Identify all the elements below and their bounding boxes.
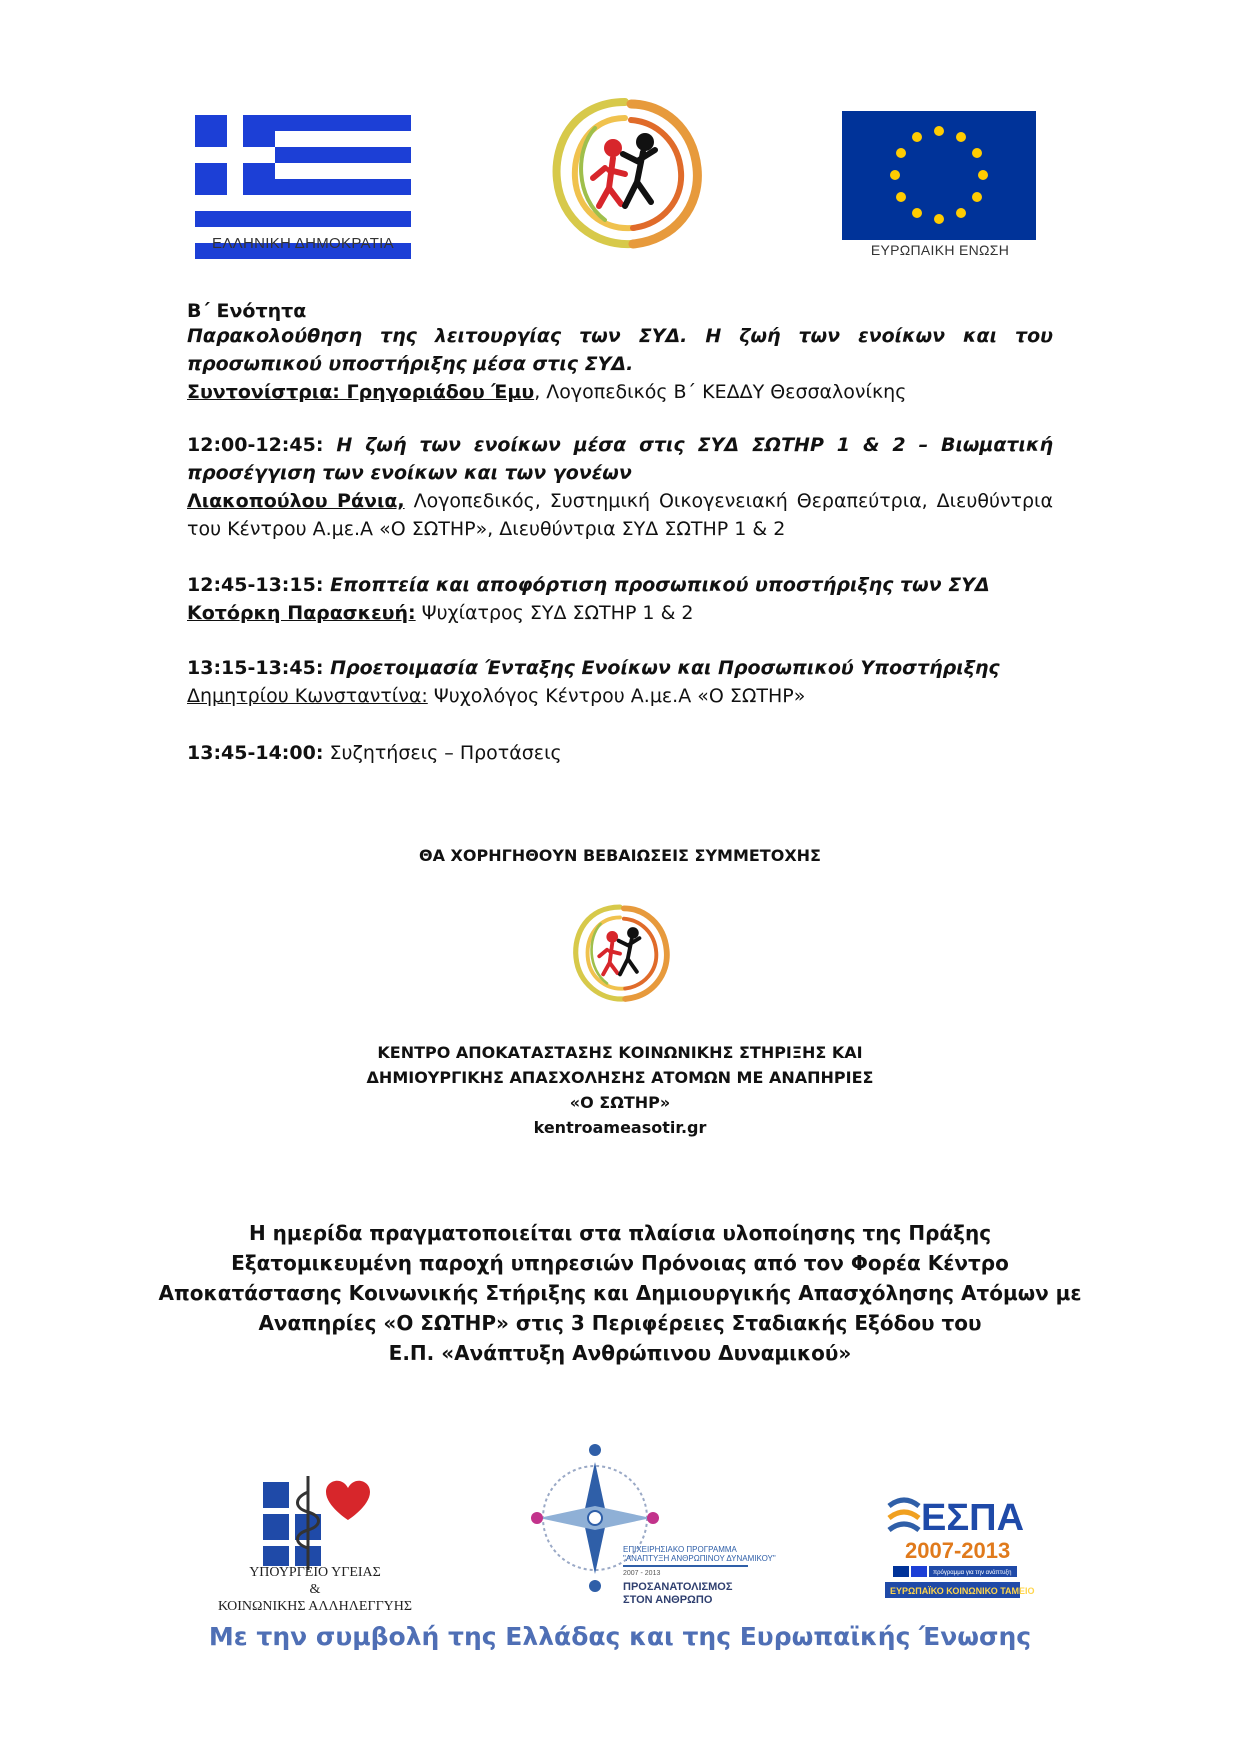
- session-speaker: Κοτόρκη Παρασκευή:: [187, 602, 416, 624]
- epanad-program-logo: [525, 1440, 775, 1625]
- certificates-notice: ΘΑ ΧΟΡΗΓΗΘΟΥΝ ΒΕΒΑΙΩΣΕΙΣ ΣΥΜΜΕΤΟΧΗΣ: [419, 846, 821, 865]
- contribution-statement: Με την συμβολή της Ελλάδας και της Ευρωπαϊκής Ένωσης: [208, 1622, 1032, 1651]
- session-item: [187, 431, 1053, 543]
- organization-block: [0, 1040, 1240, 1140]
- session-item: [187, 654, 1053, 710]
- session-time: 12:00-12:45:: [187, 434, 324, 456]
- epanad-line2: "ΑΝΑΠΤΥΞΗ ΑΝΘΡΩΠΙΝΟΥ ΔΥΝΑΜΙΚΟΥ": [623, 1554, 776, 1563]
- section-title: Β΄ Ενότητα: [187, 300, 307, 322]
- session-title: Εποπτεία και αποφόρτιση προσωπικού υποστήριξης των ΣΥΔ: [323, 574, 990, 596]
- ministry-caption-line2: &: [309, 1582, 321, 1597]
- eu-flag-logo: [842, 111, 1036, 240]
- epanad-line1: ΕΠΙΧΕΙΡΗΣΙΑΚΟ ΠΡΟΓΡΑΜΜΑ: [623, 1545, 737, 1554]
- session-speaker: Δημητρίου Κωνσταντίνα:: [187, 685, 428, 707]
- funding-line5: Ε.Π. «Ανάπτυξη Ανθρώπινου Δυναμικού»: [388, 1341, 852, 1365]
- center-logo-small: [560, 898, 680, 1008]
- espa-fund: ΕΥΡΩΠΑΪΚΟ ΚΟΙΝΩΝΙΚΟ ΤΑΜΕΙΟ: [890, 1586, 1035, 1596]
- coordinator-role: , Λογοπεδικός Β΄ ΚΕΔΔΥ Θεσσαλονίκης: [534, 381, 907, 403]
- section-subtitle: Παρακολούθηση της λειτουργίας των ΣΥΔ. Η ζωή των ενοίκων και του προσωπικού υποστήριξης μέσα στις ΣΥΔ.: [187, 325, 1053, 375]
- espa-logo: [885, 1492, 1035, 1602]
- funding-statement: [0, 1218, 1240, 1368]
- session-speaker-role: Λογοπεδικός, Συστημική Οικογενειακή Θεραπεύτρια, Διευθύντρια του Κέντρου Α.με.Α «Ο ΣΩΤΗΡ», Διευθύντρια ΣΥΔ ΣΩΤΗΡ 1 & 2: [187, 490, 1054, 540]
- funding-line3: Αποκατάστασης Κοινωνικής Στήριξης και Δημιουργικής Απασχόλησης Ατόμων με: [158, 1281, 1082, 1305]
- session-time: 13:45-14:00:: [187, 742, 324, 764]
- ministry-caption: [190, 1564, 440, 1615]
- session-title: Προετοιμασία Ένταξης Ενοίκων και Προσωπικού Υποστήριξης: [323, 657, 1000, 679]
- session-time: 13:15-13:45:: [187, 657, 324, 679]
- funding-line4: Αναπηρίες «Ο ΣΩΤΗΡ» στις 3 Περιφέρειες Σταδιακής Εξόδου του: [258, 1311, 982, 1335]
- coordinator-name: Συντονίστρια: Γρηγοριάδου Έμυ: [187, 381, 535, 403]
- epanad-line4: ΣΤΟΝ ΑΝΘΡΩΠΟ: [623, 1594, 713, 1606]
- ministry-caption-line3: ΚΟΙΝΩΝΙΚΗΣ ΑΛΛΗΛΕΓΓΥΗΣ: [217, 1599, 413, 1614]
- organization-name-line3: «Ο ΣΩΤΗΡ»: [569, 1093, 671, 1112]
- session-item: [187, 739, 1053, 767]
- coordinator-line: [187, 378, 1053, 406]
- session-speaker-role: Ψυχολόγος Κέντρου Α.με.Α «Ο ΣΩΤΗΡ»: [427, 685, 806, 707]
- organization-name-line2: ΔΗΜΙΟΥΡΓΙΚΗΣ ΑΠΑΣΧΟΛΗΣΗΣ ΑΤΟΜΩΝ ΜΕ ΑΝΑΠΗΡΙΕΣ: [366, 1068, 874, 1087]
- espa-years: 2007-2013: [905, 1538, 1011, 1563]
- espa-title: ΕΣΠΑ: [921, 1497, 1025, 1539]
- session-item: [187, 571, 1053, 627]
- session-time: 12:45-13:15:: [187, 574, 324, 596]
- session-title: Συζητήσεις – Προτάσεις: [323, 742, 562, 764]
- organization-website[interactable]: kentroameasotir.gr: [533, 1118, 707, 1137]
- epanad-years: 2007 - 2013: [623, 1570, 661, 1577]
- organization-name-line1: ΚΕΝΤΡΟ ΑΠΟΚΑΤΑΣΤΑΣΗΣ ΚΟΙΝΩΝΙΚΗΣ ΣΤΗΡΙΞΗΣ ΚΑΙ: [377, 1043, 863, 1062]
- session-speaker: Λιακοπούλου Ράνια,: [187, 490, 405, 512]
- epanad-line3: ΠΡΟΣΑΝΑΤΟΛΙΣΜΟΣ: [623, 1581, 733, 1593]
- funding-line2: Εξατομικευμένη παροχή υπηρεσιών Πρόνοιας από τον Φορέα Κέντρο: [231, 1251, 1009, 1275]
- greek-republic-caption: ΕΛΛΗΝΙΚΗ ΔΗΜΟΚΡΑΤΙΑ: [212, 235, 394, 252]
- funding-line1: Η ημερίδα πραγματοποιείται στα πλαίσια υλοποίησης της Πράξης: [248, 1221, 992, 1245]
- session-speaker-role: Ψυχίατρος ΣΥΔ ΣΩΤΗΡ 1 & 2: [415, 602, 694, 624]
- eu-caption: ΕΥΡΩΠΑΙΚΗ ΕΝΩΣΗ: [870, 242, 1010, 258]
- center-logo: [535, 88, 715, 258]
- ministry-caption-line1: ΥΠΟΥΡΓΕΙΟ ΥΓΕΙΑΣ: [249, 1565, 381, 1580]
- espa-tagline: πρόγραμμα για την ανάπτυξη: [933, 1570, 1012, 1576]
- session-title: Η ζωή των ενοίκων μέσα στις ΣΥΔ ΣΩΤΗΡ 1 & 2 – Βιωματική προσέγγιση των ενοίκων και των γονέων: [187, 434, 1053, 484]
